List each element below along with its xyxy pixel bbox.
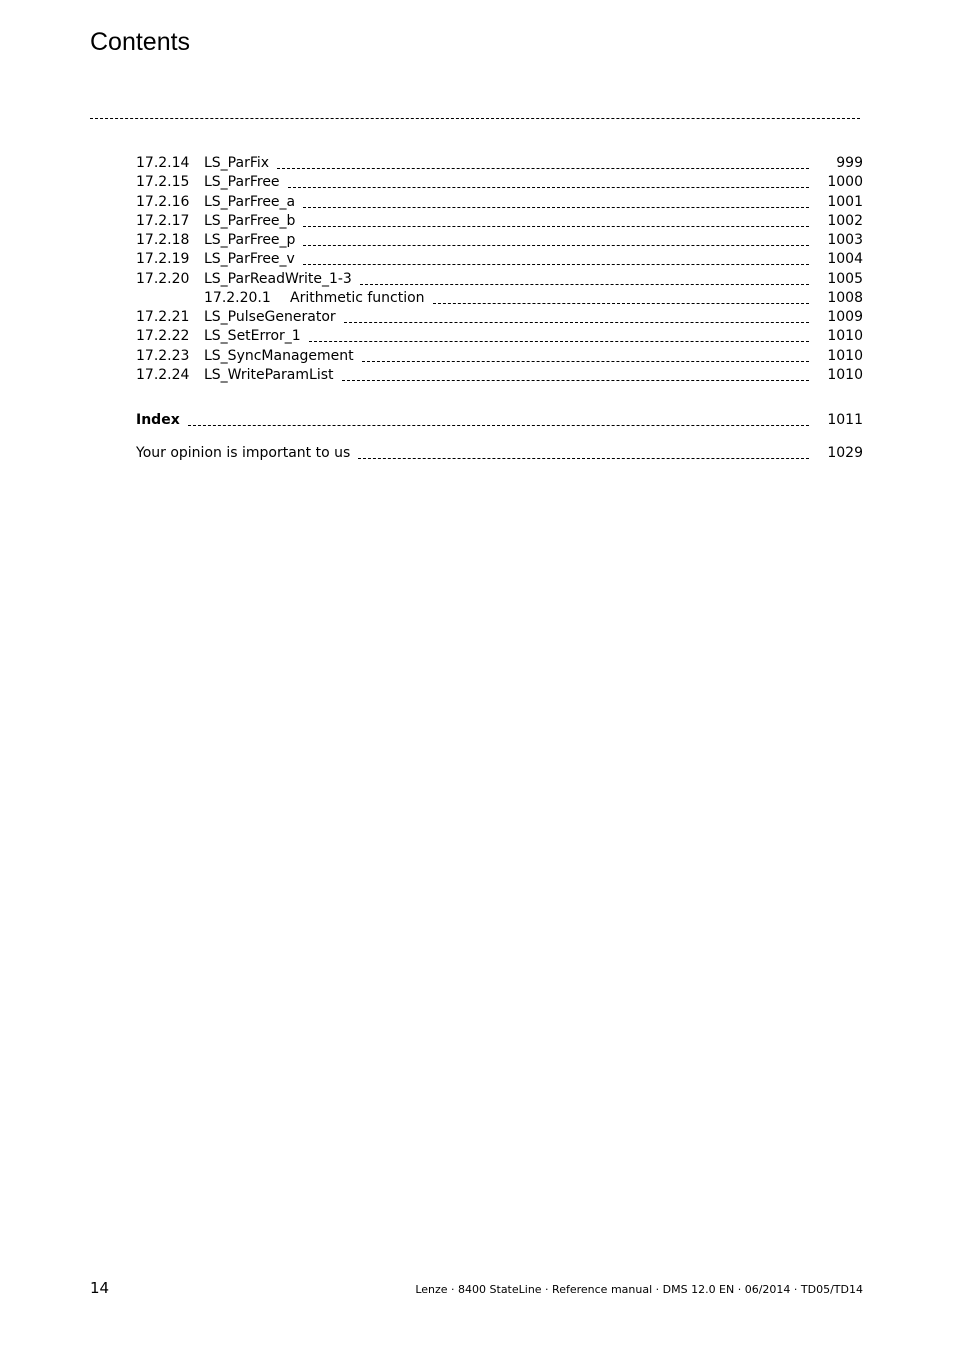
toc-leader (362, 361, 809, 362)
toc-section-number: 17.2.21 (136, 309, 190, 325)
page-title: Contents (90, 28, 191, 56)
toc-subentry[interactable] (136, 289, 863, 308)
toc-title: LS_SetError_1 (204, 328, 301, 344)
footer-document-info: Lenze · 8400 StateLine · Reference manual · DMS 12.0 EN · 06/2014 · TD05/TD14 (415, 1283, 863, 1296)
toc-leader (358, 458, 809, 459)
toc-leader (342, 380, 810, 381)
toc-section-number: 17.2.22 (136, 328, 190, 344)
toc-title: Index (136, 412, 180, 428)
toc-title: LS_ParReadWrite_1-3 (204, 271, 352, 287)
toc-entry[interactable] (136, 308, 863, 327)
toc-leader (277, 168, 809, 169)
header-divider (90, 118, 860, 119)
toc-page-number: 1000 (827, 174, 863, 190)
toc-page-number: 1009 (827, 309, 863, 325)
toc-entry[interactable] (136, 231, 863, 250)
toc-title: LS_ParFree_p (204, 232, 296, 248)
toc-section-number: 17.2.15 (136, 174, 190, 190)
toc-page-number: 1004 (827, 251, 863, 267)
toc-leader (303, 207, 809, 208)
toc-entry[interactable] (136, 212, 863, 231)
toc-leader (309, 341, 809, 342)
toc-section-number: 17.2.14 (136, 155, 190, 171)
toc-section-number: 17.2.24 (136, 367, 190, 383)
toc-title: Your opinion is important to us (136, 445, 351, 461)
toc-title: LS_ParFree_v (204, 251, 295, 267)
toc-leader (303, 245, 809, 246)
toc-title: LS_WriteParamList (204, 367, 334, 383)
toc-title: LS_PulseGenerator (204, 309, 336, 325)
toc-page-number: 1005 (827, 271, 863, 287)
toc-section-number: 17.2.17 (136, 213, 190, 229)
toc-leader (433, 303, 809, 304)
toc-page-number: 1029 (827, 445, 863, 461)
toc-section-number: 17.2.20 (136, 271, 190, 287)
toc-leader (303, 226, 809, 227)
toc-title: LS_ParFree (204, 174, 280, 190)
toc-title: LS_ParFix (204, 155, 270, 171)
toc-entry[interactable] (136, 154, 863, 173)
toc-title: LS_ParFree_a (204, 194, 296, 210)
toc-entry[interactable] (136, 250, 863, 269)
toc-leader (303, 264, 809, 265)
toc-title: LS_ParFree_b (204, 213, 296, 229)
toc-leader (360, 284, 809, 285)
toc-leader (188, 425, 809, 426)
toc-entry[interactable] (136, 173, 863, 192)
toc-entry[interactable] (136, 366, 863, 385)
toc-page-number: 1011 (827, 412, 863, 428)
toc-page-number: 999 (836, 155, 863, 171)
footer-page-number: 14 (90, 1279, 110, 1297)
toc-page-number: 1003 (827, 232, 863, 248)
toc-entry[interactable] (136, 347, 863, 366)
toc-section-number: 17.2.19 (136, 251, 190, 267)
toc-section-number: 17.2.16 (136, 194, 190, 210)
toc-entry-feedback[interactable] (136, 444, 863, 463)
toc-title: Arithmetic function (290, 290, 425, 306)
toc-leader (344, 322, 809, 323)
toc-entry[interactable] (136, 327, 863, 346)
toc-page-number: 1010 (827, 328, 863, 344)
toc-entry[interactable] (136, 270, 863, 289)
toc-page-number: 1001 (827, 194, 863, 210)
toc-section-number: 17.2.18 (136, 232, 190, 248)
toc-page-number: 1010 (827, 367, 863, 383)
toc-section-number: 17.2.20.1 (204, 290, 271, 306)
toc-title: LS_SyncManagement (204, 348, 354, 364)
toc-leader (288, 187, 809, 188)
toc-section-number: 17.2.23 (136, 348, 190, 364)
toc-entry[interactable] (136, 193, 863, 212)
toc-page-number: 1002 (827, 213, 863, 229)
toc-entry-index[interactable] (136, 411, 863, 430)
toc-page-number: 1008 (827, 290, 863, 306)
toc-page-number: 1010 (827, 348, 863, 364)
